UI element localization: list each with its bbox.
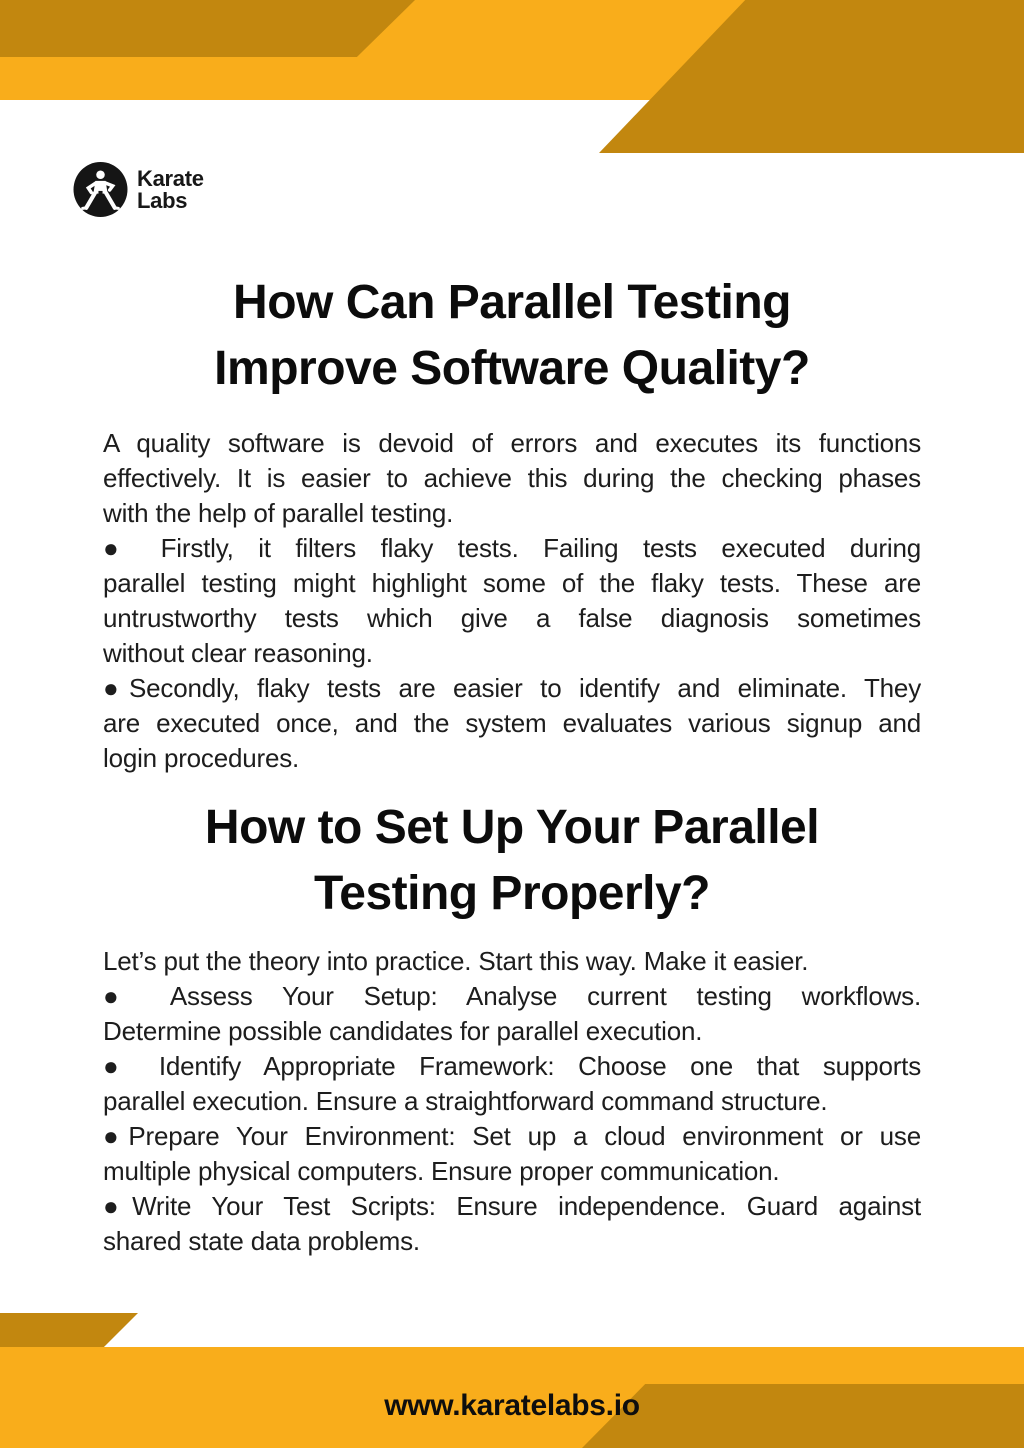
bullet-line: ●Secondly, flaky tests are easier to identify and eliminate. They: [103, 673, 921, 703]
bullet-line: Determine possible candidates for parallel execution.: [103, 1016, 703, 1046]
bullet-line: without clear reasoning.: [103, 638, 373, 668]
bullet-line: shared state data problems.: [103, 1226, 420, 1256]
bullet-line: ● Identify Appropriate Framework: Choose one that supports: [103, 1051, 921, 1081]
section2-body: [103, 944, 921, 1259]
footer-website-url: www.karatelabs.io: [384, 1389, 640, 1422]
logo-word-karate: Karate: [137, 165, 204, 191]
bullet-line: parallel testing might highlight some of the flaky tests. These are: [103, 568, 921, 598]
paragraph-line: A quality software is devoid of errors and executes its functions: [103, 428, 921, 458]
karate-labs-logo: [73, 161, 204, 218]
bullet-line: ● Firstly, it filters flaky tests. Failing tests executed during: [103, 533, 921, 563]
bullet-line: are executed once, and the system evaluates various signup and: [103, 708, 921, 738]
bullet-line: parallel execution. Ensure a straightforward command structure.: [103, 1086, 828, 1116]
bullet-line: ●Write Your Test Scripts: Ensure independence. Guard against: [103, 1191, 921, 1221]
logo-word-labs: Labs: [137, 187, 188, 213]
section2-heading-line2: Testing Properly?: [313, 867, 710, 920]
section1-heading-line2: Improve Software Quality?: [214, 342, 810, 395]
bullet-line: untrustworthy tests which give a false diagnosis sometimes: [103, 603, 921, 633]
section1-body: [103, 426, 921, 776]
bullet-line: multiple physical computers. Ensure proper communication.: [103, 1156, 780, 1186]
bullet-line: login procedures.: [103, 743, 300, 773]
bullet-line: ● Assess Your Setup: Analyse current testing workflows.: [103, 981, 921, 1011]
paragraph-line: Let’s put the theory into practice. Start this way. Make it easier.: [103, 946, 809, 976]
paragraph-line: with the help of parallel testing.: [103, 498, 454, 528]
section2-heading-line1: How to Set Up Your Parallel: [204, 801, 820, 854]
top-left-ochre-band: [0, 0, 415, 57]
section2-heading: [0, 795, 1024, 927]
karate-figure-icon: [73, 161, 128, 218]
section1-heading: [0, 270, 1024, 402]
bullet-line: ●Prepare Your Environment: Set up a cloud environment or use: [103, 1121, 921, 1151]
section1-heading-line1: How Can Parallel Testing: [233, 276, 791, 329]
logo-wordmark: [137, 165, 204, 213]
paragraph-line: effectively. It is easier to achieve this during the checking phases: [103, 463, 921, 493]
